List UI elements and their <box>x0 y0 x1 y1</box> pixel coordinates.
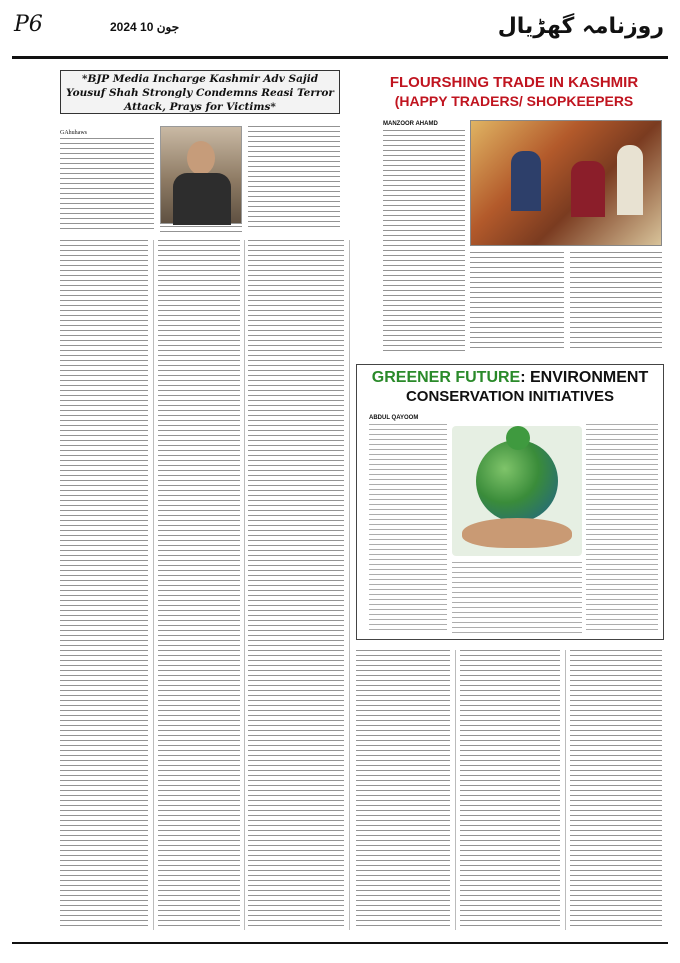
green-title-highlight: GREENER FUTURE <box>371 369 521 386</box>
header-rule <box>12 56 668 59</box>
green-title-rest: : ENVIRONMENT <box>520 369 649 386</box>
green-subtitle: CONSERVATION INITIATIVES <box>405 388 615 405</box>
green-text-column-3 <box>586 424 658 634</box>
green-text-column-2 <box>452 562 582 634</box>
left-headline: *BJP Media Incharge Kashmir Adv Sajid Yousuf Shah Strongly Condemns Reasi Terror Attack, Prays for Victims* <box>66 73 334 113</box>
globe-in-hands-photo-icon <box>452 426 582 556</box>
issue-date: 2024 جون 10 <box>110 20 180 34</box>
urdu-column-2 <box>158 240 240 930</box>
column-divider <box>565 650 566 930</box>
flourishing-text-column-2 <box>470 252 564 352</box>
column-divider <box>153 240 154 930</box>
column-divider <box>349 240 350 930</box>
left-text-column-1 <box>60 138 154 230</box>
green-text-column-1 <box>369 424 447 634</box>
urdu-column-3 <box>248 240 344 930</box>
flourishing-text-column-3 <box>570 252 662 352</box>
urdu-column-1 <box>60 240 148 930</box>
left-byline: GAhuhaws <box>60 130 87 136</box>
page-number: P6 <box>14 12 43 37</box>
urdu-column-5 <box>460 650 560 930</box>
market-photo-icon <box>470 120 662 246</box>
green-title <box>360 369 660 387</box>
flourishing-title: FLOURSHING TRADE IN KASHMIR <box>389 74 639 91</box>
flourishing-byline: MANZOOR AHAMD <box>383 121 438 127</box>
portrait-photo-icon <box>160 126 242 224</box>
column-divider <box>244 240 245 930</box>
urdu-column-6 <box>570 650 662 930</box>
left-text-column-2 <box>248 126 340 230</box>
green-byline: ABDUL QAYOOM <box>369 415 419 421</box>
flourishing-subtitle: (HAPPY TRADERS/ SHOPKEEPERS <box>394 93 634 109</box>
urdu-column-4 <box>356 650 450 930</box>
flourishing-text-column-1 <box>383 130 465 352</box>
left-text-caption <box>160 226 242 232</box>
footer-rule <box>12 942 668 944</box>
column-divider <box>455 650 456 930</box>
masthead: روزنامہ گھڑیال <box>497 14 664 39</box>
